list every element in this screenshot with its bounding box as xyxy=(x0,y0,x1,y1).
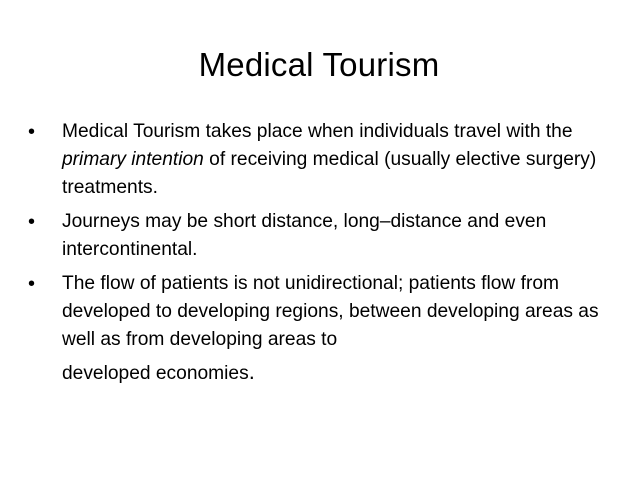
bullet-item-patient-flow xyxy=(28,270,618,388)
bullet-text-part: of receiving medical (usually elective surgery) treatments. xyxy=(62,149,597,198)
bullet-icon: • xyxy=(28,273,36,295)
bullet-icon: • xyxy=(28,211,36,233)
bullet-text-part: developed economies xyxy=(62,363,249,384)
slide-title: Medical Tourism xyxy=(198,46,440,83)
bullet-item-medical-tourism-definition xyxy=(28,118,618,202)
bullet-text-part: Medical Tourism takes place when individuals travel with the xyxy=(62,121,573,142)
bullet-text: The flow of patients is not unidirectional; patients flow from developed to developing regions, between developing areas as well as from developing areas to xyxy=(62,273,599,350)
bullet-icon: • xyxy=(28,121,36,143)
bullet-text: Journeys may be short distance, long–distance and even intercontinental. xyxy=(62,211,547,260)
bullet-item-journeys xyxy=(28,208,618,264)
end-mark: . xyxy=(248,359,255,384)
bullet-last-line xyxy=(62,358,618,388)
bullet-list xyxy=(28,118,618,388)
emphasized-text: primary intention xyxy=(62,149,204,170)
